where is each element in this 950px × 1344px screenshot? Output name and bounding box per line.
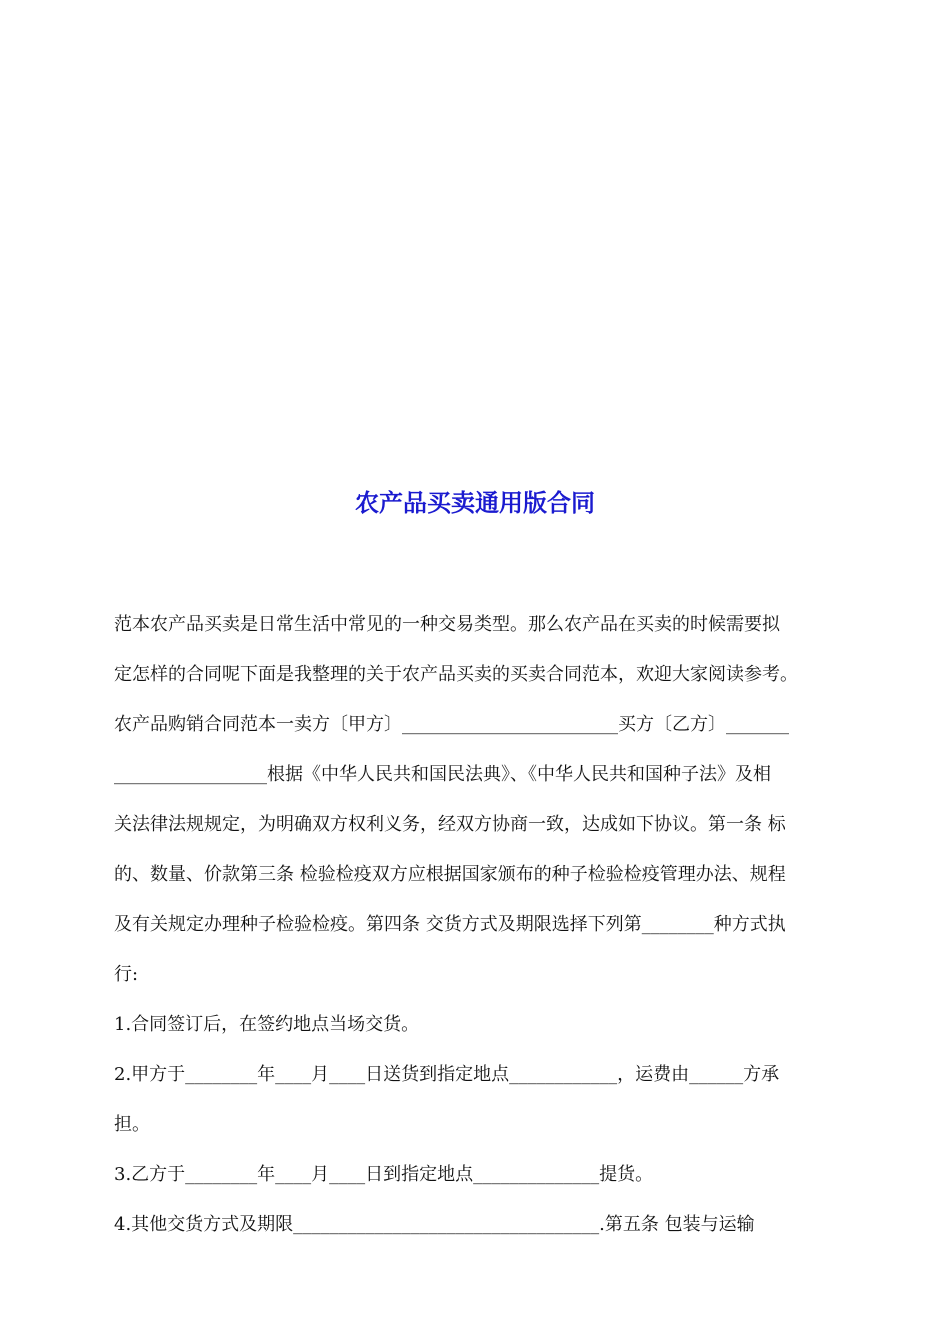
body-line: 农产品购销合同范本一卖方〔甲方〕________________________买方〔乙方〕_______ — [114, 714, 789, 735]
document-body — [114, 600, 844, 1250]
document-title: 农产品买卖通用版合同 — [355, 489, 595, 517]
body-line: 关法律法规规定，为明确双方权利义务，经双方协商一致，达成如下协议。第一条 标 — [114, 814, 786, 835]
body-line: _________________根据《中华人民共和国民法典》、《中华人民共和国种子法》及相 — [114, 764, 771, 785]
body-line: 定怎样的合同呢下面是我整理的关于农产品买卖的买卖合同范本，欢迎大家阅读参考。 — [114, 664, 798, 685]
body-line: 担。 — [114, 1114, 150, 1135]
body-line: 及有关规定办理种子检验检疫。第四条 交货方式及期限选择下列第________种方式执 — [114, 914, 786, 935]
body-line: 2.甲方于________年____月____日送货到指定地点____________，运费由______方承 — [114, 1064, 780, 1085]
body-line: 3.乙方于________年____月____日到指定地点______________提货。 — [114, 1164, 654, 1185]
body-line: 4.其他交货方式及期限__________________________________.第五条 包装与运输 — [114, 1214, 755, 1235]
body-line: 的、数量、价款第三条 检验检疫双方应根据国家颁布的种子检验检疫管理办法、规程 — [114, 864, 786, 885]
body-line: 1.合同签订后，在签约地点当场交货。 — [114, 1014, 420, 1035]
body-line: 范本农产品买卖是日常生活中常见的一种交易类型。那么农产品在买卖的时候需要拟 — [114, 614, 780, 635]
body-line: 行: — [114, 964, 139, 985]
